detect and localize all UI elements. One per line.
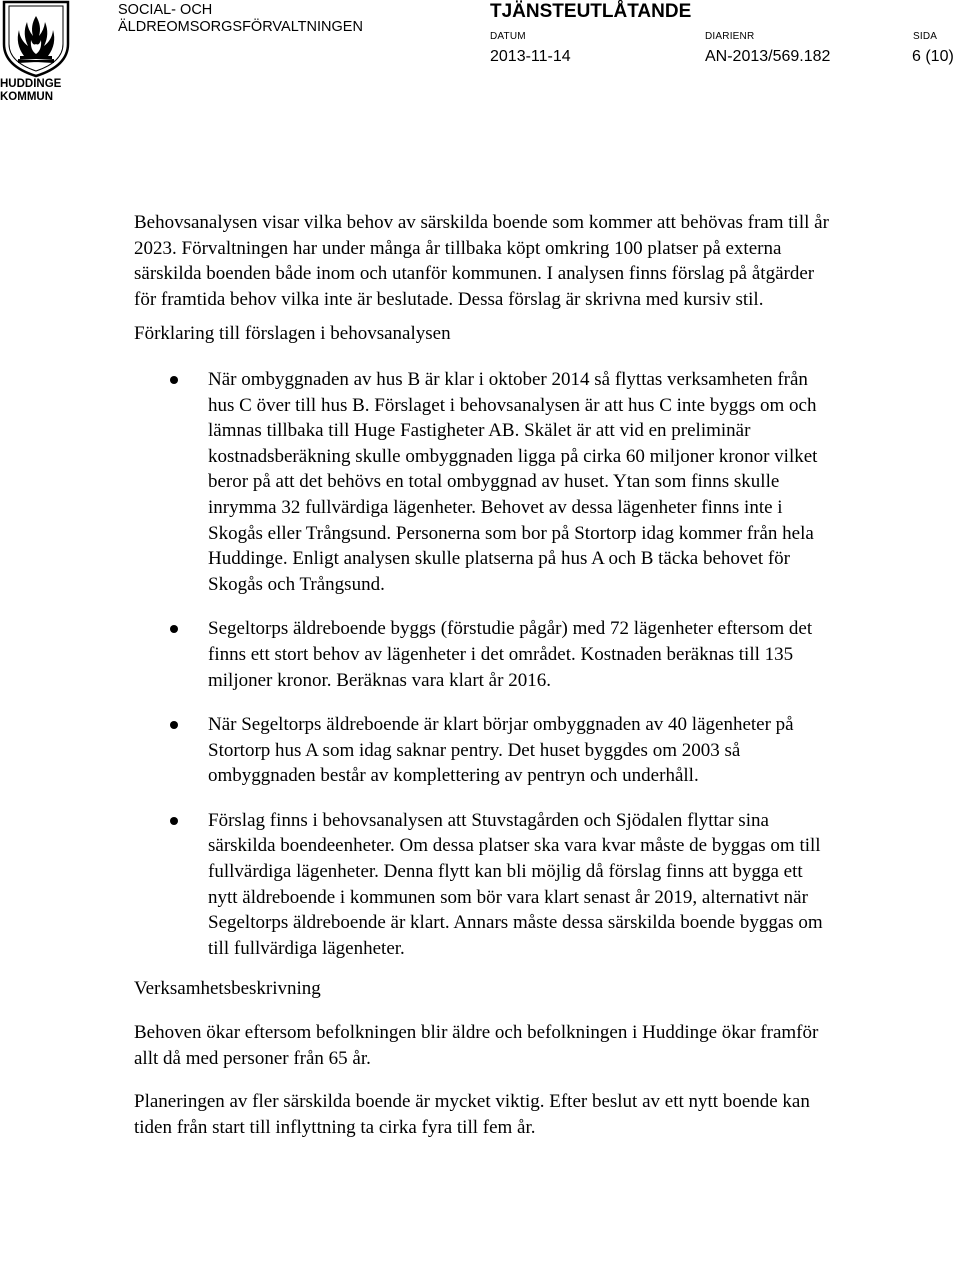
list-item (134, 712, 834, 789)
reg-number-label: DIARIENR (705, 31, 755, 42)
logo-text-line1: HUDDINGE (0, 78, 62, 90)
list-item-text: När ombyggnaden av hus B är klar i oktober 2014 så flyttas verksamheten från hus C över till hus B. Förslaget i behovsanalysen är att hus C inte byggs om och lämnas tillbaka till Huge Fastigheter AB. Skälet är att vid en preliminär kostnadsberäkning skulle ombyggnaden ligga på cirka 60 miljoner kronor vilket beror på att det behövs en total ombyggnad av huset. Ytan som finns skulle inrymma 32 fullvärdiga lägenheter. Behovet av dessa lägenheter finns inte i Skogås eller Trångsund. Personerna som bor på Stortorp idag kommer från hela Huddinge. Enligt analysen skulle platserna på hus A och B täcka behovet för Skogås och Trångsund. (208, 368, 818, 595)
proposals-list (134, 367, 834, 961)
bullet-icon (170, 817, 178, 825)
reg-number-value: AN-2013/569.182 (705, 48, 831, 65)
section-heading: Verksamhetsbeskrivning (134, 978, 321, 1000)
municipality-logo (0, 0, 72, 110)
list-item (134, 808, 834, 962)
proposals-heading: Förklaring till förslagen i behovsanalysen (134, 323, 451, 345)
department-line2: ÄLDREOMSORGSFÖRVALTNINGEN (118, 19, 363, 35)
document-type: TJÄNSTEUTLÅTANDE (490, 1, 692, 22)
logo-text-line2: KOMMUN (0, 91, 54, 103)
bullet-icon (170, 721, 178, 729)
document-body (134, 210, 834, 1140)
list-item-text: Förslag finns i behovsanalysen att Stuvstagården och Sjödalen flyttar sina särskilda boendeenheter. Om dessa platser ska vara kvar måste de byggas om till fullvärdiga lägenheter. Denna flytt kan bli möjlig då förslag finns att bygga ett nytt äldreboende i kommunen som bör vara klart senast år 2019, alternativt när Segeltorps äldreboende är klart. Annars måste dessa särskilda boende byggas om till fullvärdiga lägenheter. (208, 809, 823, 959)
list-item (134, 616, 834, 693)
list-item-text: Segeltorps äldreboende byggs (förstudie pågår) med 72 lägenheter eftersom det finns ett stort behov av lägenheter i det området. Kostnaden beräknas till 135 miljoner kronor. Beräknas vara klart år 2016. (208, 618, 813, 691)
list-item (134, 367, 834, 597)
page-label: SIDA (913, 31, 938, 42)
page-number: 6 (10) (912, 48, 954, 65)
date-value: 2013-11-14 (490, 48, 571, 65)
crest-icon (0, 0, 72, 78)
intro-paragraph: Behovsanalysen visar vilka behov av särskilda boende som kommer att behövas fram till år 2023. Förvaltningen har under många år tillbaka köpt omkring 100 platser på externa särskilda boenden både inom och utanför kommunen. I analysen finns förslag på åtgärder för framtida behov vilka inte är beslutade. Dessa förslag är skrivna med kursiv stil. (134, 212, 829, 310)
department-line1: SOCIAL- OCH (118, 2, 213, 18)
bullet-icon (170, 376, 178, 384)
date-label: DATUM (490, 31, 526, 42)
bullet-icon (170, 625, 178, 633)
list-item-text: När Segeltorps äldreboende är klart börjar ombyggnaden av 40 lägenheter på Stortorp hus A som idag saknar pentry. Det huset byggdes om 2003 så ombyggnaden består av komplettering av pentryn och underhåll. (208, 714, 794, 787)
paragraph: Behoven ökar eftersom befolkningen blir äldre och befolkningen i Huddinge ökar framför allt då med personer från 65 år. (134, 1022, 819, 1069)
department (118, 2, 363, 36)
paragraph: Planeringen av fler särskilda boende är mycket viktig. Efter beslut av ett nytt boende kan tiden från start till inflyttning ta cirka fyra till fem år. (134, 1091, 810, 1138)
